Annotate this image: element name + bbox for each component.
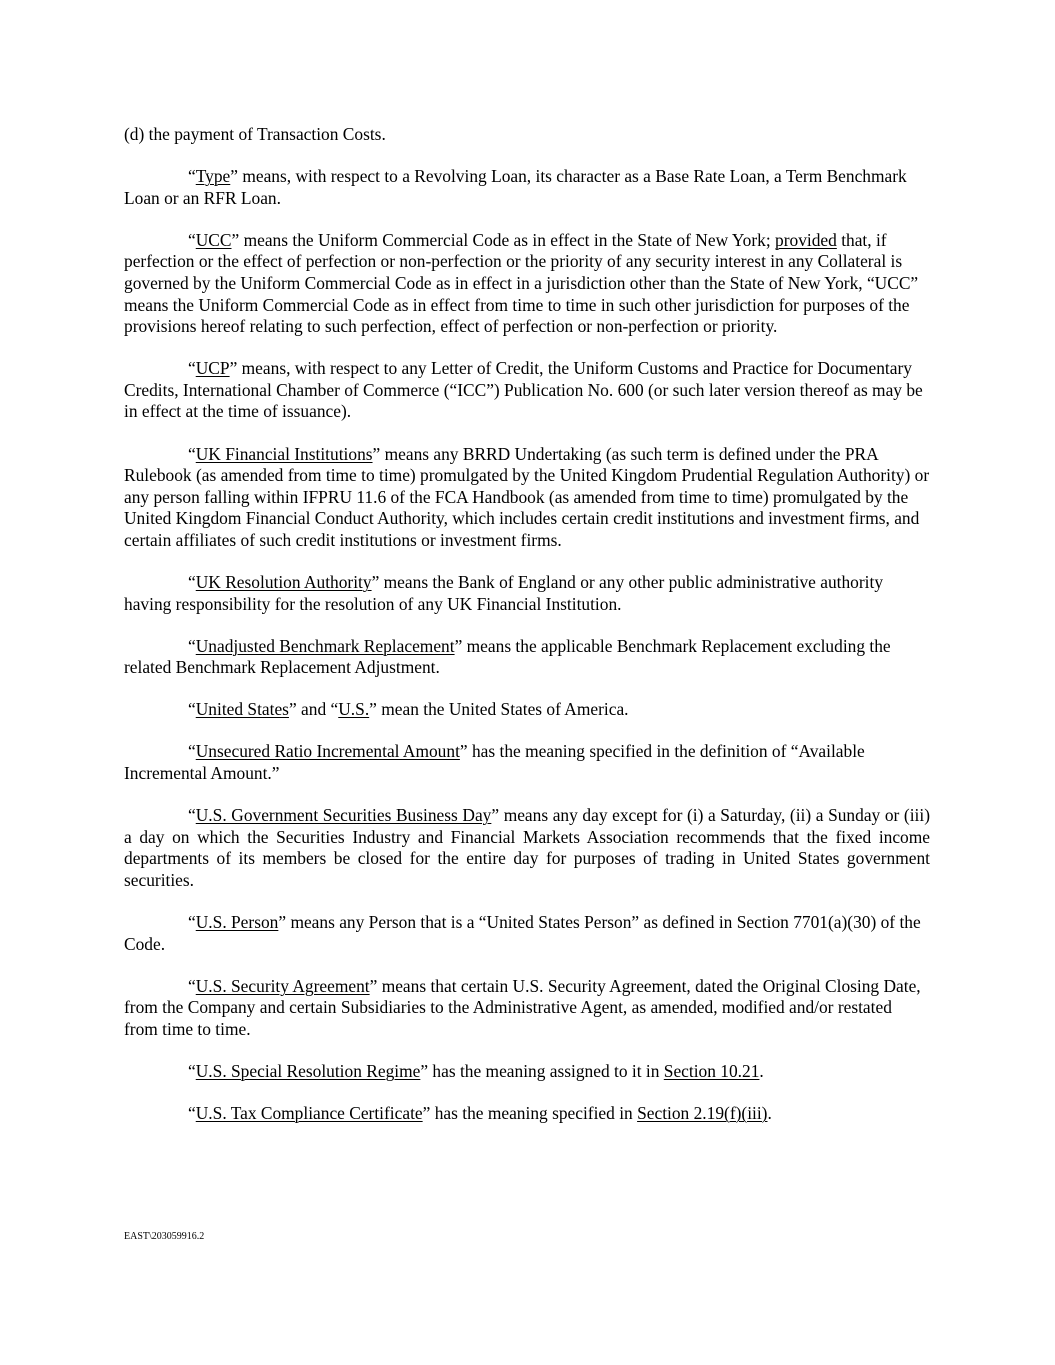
definition-united-states: “United States” and “U.S.” mean the United States of America. <box>188 699 629 720</box>
section-reference: Section 2.19(f)(iii) <box>637 1103 768 1124</box>
definition-us-government-securities-business-day: “U.S. Government Securities Business Day” means any day except for (i) a Saturday, (ii) a Sunday or (iii) a day on which the Securities Industry and Financial Markets Association recommends that the fixed income departments of its members be closed for the entire day for purposes of trading in United States government securities. <box>124 805 930 890</box>
defined-term: U.S. Security Agreement <box>195 975 370 996</box>
definition-us-person: “U.S. Person” means any Person that is a “United States Person” as defined in Section 7701(a)(30) of the Code. <box>124 912 921 954</box>
definition-type: “Type” means, with respect to a Revolving Loan, its character as a Base Rate Loan, a Term Benchmark Loan or an RFR Loan. <box>124 166 907 208</box>
definition-us-tax-compliance-certificate: “U.S. Tax Compliance Certificate” has the meaning specified in Section 2.19(f)(iii). <box>188 1103 772 1124</box>
defined-term: UK Financial Institutions <box>195 443 373 464</box>
definition-us-special-resolution-regime: “U.S. Special Resolution Regime” has the meaning assigned to it in Section 10.21. <box>188 1061 764 1081</box>
document-body <box>124 124 930 1145</box>
definition-uk-financial-institutions: “UK Financial Institutions” means any BRRD Undertaking (as such term is defined under the PRA Rulebook (as amended from time to time) promulgated by the United Kingdom Prudential Regulation Authority) or any person falling within IFPRU 11.6 of the FCA Handbook (as amended from time to time) promulgated by the United Kingdom Financial Conduct Authority, which includes certain credit institutions and investment firms, and certain affiliates of such credit institutions or investment firms. <box>124 443 930 550</box>
defined-term: U.S. Tax Compliance Certificate <box>195 1103 423 1124</box>
definition-unsecured-ratio-incremental-amount: “Unsecured Ratio Incremental Amount” has the meaning specified in the definition of “Available Incremental Amount.” <box>124 741 865 784</box>
section-reference: Section 10.21 <box>663 1061 760 1081</box>
defined-term: U.S. <box>338 699 370 720</box>
defined-term: United States <box>195 699 289 720</box>
defined-term: U.S. Special Resolution Regime <box>195 1061 421 1081</box>
definition-us-security-agreement: “U.S. Security Agreement” means that certain U.S. Security Agreement, dated the Original Closing Date, from the Company and certain Subsidiaries to the Administrative Agent, as amended, modified and/or restated from time to time. <box>124 975 921 1039</box>
definition-ucp: “UCP” means, with respect to any Letter of Credit, the Uniform Customs and Practice for Documentary Credits, International Chamber of Commerce (“ICC”) Publication No. 600 (or such later version thereof as may be in effect at the time of issuance). <box>124 358 923 422</box>
defined-term: UCC <box>195 229 232 250</box>
defined-term: Type <box>195 166 231 187</box>
defined-term: UK Resolution Authority <box>195 572 372 592</box>
definition-unadjusted-benchmark-replacement: “Unadjusted Benchmark Replacement” means the applicable Benchmark Replacement excluding the related Benchmark Replacement Adjustment. <box>124 635 891 678</box>
defined-term: UCP <box>195 358 230 379</box>
defined-term: Unadjusted Benchmark Replacement <box>195 635 455 656</box>
provided-term: provided <box>775 229 837 250</box>
definition-uk-resolution-authority: “UK Resolution Authority” means the Bank of England or any other public administrative authority having responsibility for the resolution of any UK Financial Institution. <box>124 572 884 614</box>
defined-term: U.S. Government Securities Business Day <box>195 805 492 826</box>
continuation-paragraph: (d) the payment of Transaction Costs. <box>124 124 386 144</box>
document-footer-id: EAST\203059916.2 <box>124 1231 205 1242</box>
defined-term: Unsecured Ratio Incremental Amount <box>195 741 460 762</box>
defined-term: U.S. Person <box>195 912 279 933</box>
definition-ucc: “UCC” means the Uniform Commercial Code as in effect in the State of New York; provided that, if perfection or the effect of perfection or non-perfection or the priority of any security interest in any Collateral is governed by the Uniform Commercial Code as in effect in a jurisdiction other than the State of New York, “UCC” means the Uniform Commercial Code as in effect from time to time in such other jurisdiction for purposes of the provisions hereof relating to such perfection, effect of perfection or non-perfection or priority. <box>124 229 919 337</box>
